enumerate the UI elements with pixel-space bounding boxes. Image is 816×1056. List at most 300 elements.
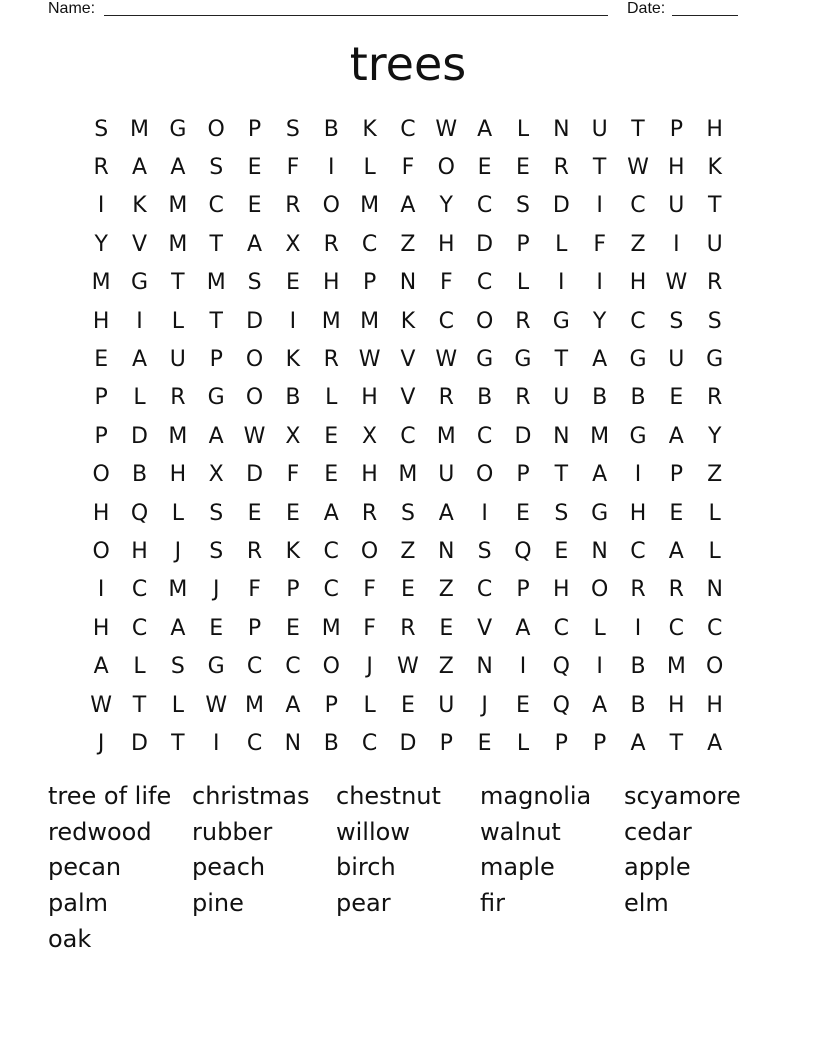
grid-row	[82, 494, 734, 532]
grid-letter: F	[248, 577, 261, 603]
grid-letter: A	[630, 730, 646, 756]
grid-letter: C	[323, 538, 339, 564]
grid-letter: T	[209, 231, 223, 257]
grid-letter: A	[170, 155, 186, 181]
grid-letter: C	[630, 193, 646, 219]
grid-letter: S	[94, 116, 109, 142]
grid-letter: O	[590, 577, 609, 603]
word-bank-item: pear	[336, 889, 391, 918]
grid-letter: T	[132, 692, 147, 718]
grid-letter: J	[174, 538, 182, 564]
grid-letter: R	[323, 347, 339, 373]
grid-letter: E	[324, 462, 339, 488]
grid-letter: E	[285, 615, 300, 641]
grid-letter: R	[285, 193, 301, 219]
grid-letter: A	[323, 500, 339, 526]
grid-letter: Y	[592, 308, 607, 334]
grid-row	[82, 148, 734, 186]
grid-letter: D	[552, 193, 570, 219]
grid-letter: C	[131, 577, 148, 603]
grid-letter: H	[92, 308, 110, 334]
grid-letter: M	[321, 308, 341, 334]
grid-letter: V	[400, 385, 416, 411]
word-bank-item: willow	[336, 817, 410, 846]
grid-letter: H	[553, 577, 570, 603]
grid-letter: L	[555, 231, 568, 257]
grid-letter: S	[247, 270, 262, 296]
grid-letter: K	[285, 538, 301, 564]
grid-letter: S	[400, 500, 415, 526]
grid-letter: I	[596, 193, 603, 219]
grid-letter: T	[631, 116, 645, 142]
grid-letter: E	[247, 155, 262, 181]
grid-letter: O	[322, 193, 340, 219]
grid-letter: C	[668, 615, 685, 641]
grid-letter: H	[706, 692, 723, 718]
word-bank-item: palm	[48, 889, 108, 918]
grid-letter: C	[246, 654, 263, 680]
grid-letter: D	[131, 730, 148, 756]
grid-letter: B	[323, 116, 339, 142]
grid-letter: P	[362, 270, 377, 296]
grid-letter: U	[553, 385, 570, 411]
grid-letter: W	[205, 692, 228, 718]
grid-letter: C	[476, 577, 493, 603]
grid-letter: S	[515, 193, 530, 219]
grid-letter: C	[285, 654, 301, 680]
grid-letter: A	[247, 231, 263, 257]
grid-letter: A	[131, 347, 148, 373]
page-title: trees	[349, 37, 467, 91]
grid-letter: H	[131, 538, 148, 564]
grid-letter: S	[707, 308, 722, 334]
grid-letter: M	[590, 423, 610, 449]
grid-letter: R	[515, 308, 531, 334]
grid-letter: P	[209, 347, 223, 373]
grid-letter: R	[553, 155, 569, 181]
grid-letter: E	[477, 730, 492, 756]
grid-letter: C	[400, 423, 416, 449]
word-bank-item: pine	[192, 889, 244, 918]
grid-row	[82, 379, 734, 417]
grid-letter: M	[360, 193, 380, 219]
grid-letter: R	[93, 155, 109, 181]
grid-letter: R	[630, 577, 646, 603]
grid-letter: R	[246, 538, 263, 564]
grid-letter: G	[207, 385, 225, 411]
date-label: Date:	[627, 0, 666, 17]
grid-letter: L	[708, 500, 721, 526]
word-bank-item: fir	[480, 889, 505, 918]
grid-letter: C	[208, 193, 224, 219]
grid-letter: H	[668, 692, 685, 718]
word-bank-item: redwood	[48, 817, 152, 846]
grid-letter: D	[399, 730, 417, 756]
grid-letter: B	[131, 462, 148, 488]
grid-letter: D	[246, 462, 264, 488]
grid-letter: K	[132, 193, 147, 219]
grid-letter: W	[665, 270, 688, 296]
grid-letter: X	[208, 462, 224, 488]
grid-letter: M	[168, 231, 188, 257]
grid-letter: H	[92, 500, 110, 526]
grid-letter: M	[168, 423, 188, 449]
grid-letter: Z	[630, 231, 646, 257]
grid-letter: H	[361, 462, 378, 488]
grid-letter: I	[289, 308, 297, 334]
grid-letter: W	[397, 654, 419, 680]
grid-letter: H	[629, 270, 647, 296]
grid-letter: E	[247, 500, 262, 526]
grid-letter: P	[516, 577, 530, 603]
grid-letter: B	[285, 385, 301, 411]
grid-letter: K	[707, 155, 722, 181]
grid-letter: U	[438, 692, 455, 718]
word-bank-item: magnolia	[480, 782, 592, 810]
grid-letter: D	[246, 308, 264, 334]
grid-letter: I	[327, 155, 335, 181]
grid-letter: U	[438, 462, 455, 488]
grid-letter: N	[476, 654, 493, 680]
grid-letter: G	[514, 347, 532, 373]
grid-letter: J	[366, 654, 373, 680]
grid-letter: C	[476, 423, 493, 449]
grid-letter: H	[629, 500, 647, 526]
grid-letter: A	[208, 423, 224, 449]
grid-letter: T	[592, 155, 607, 181]
grid-letter: O	[437, 155, 455, 181]
grid-letter: T	[171, 270, 185, 296]
grid-letter: T	[171, 730, 185, 756]
grid-letter: T	[554, 347, 569, 373]
grid-letter: S	[209, 155, 224, 181]
grid-letter: U	[591, 116, 608, 142]
grid-letter: O	[475, 462, 494, 488]
grid-letter: G	[629, 423, 647, 449]
grid-letter: G	[207, 654, 225, 680]
grid-letter: R	[361, 500, 378, 526]
grid-letter: C	[630, 538, 646, 564]
grid-letter: N	[438, 538, 455, 564]
grid-letter: A	[285, 692, 301, 718]
grid-letter: N	[706, 577, 723, 603]
grid-letter: H	[437, 231, 455, 257]
grid-letter: I	[596, 654, 603, 680]
grid-letter: M	[91, 270, 111, 296]
grid-letter: C	[400, 116, 416, 142]
name-label: Name:	[48, 0, 96, 17]
word-bank-item: scyamore	[624, 782, 741, 810]
grid-letter: T	[669, 730, 684, 756]
grid-letter: E	[400, 577, 415, 603]
grid-letter: H	[169, 462, 187, 488]
grid-letter: N	[591, 538, 608, 564]
word-bank	[48, 778, 768, 956]
grid-letter: F	[363, 577, 376, 603]
grid-letter: B	[592, 385, 608, 411]
grid-letter: L	[133, 654, 146, 680]
grid-letter: C	[553, 615, 569, 641]
grid-letter: C	[131, 615, 148, 641]
grid-letter: E	[554, 538, 569, 564]
grid-letter: P	[516, 462, 530, 488]
grid-letter: O	[92, 462, 110, 488]
grid-row	[82, 187, 734, 225]
date-field[interactable]	[672, 0, 738, 16]
grid-letter: O	[245, 385, 264, 411]
grid-letter: W	[435, 116, 458, 142]
grid-letter: A	[668, 538, 684, 564]
grid-letter: I	[212, 730, 220, 756]
grid-letter: O	[92, 538, 110, 564]
grid-letter: I	[519, 654, 527, 680]
grid-letter: Y	[439, 193, 453, 219]
grid-letter: P	[286, 577, 300, 603]
grid-letter: W	[358, 347, 381, 373]
grid-letter: M	[206, 270, 226, 296]
grid-letter: S	[209, 538, 224, 564]
word-bank-item: peach	[192, 853, 266, 882]
grid-letter: I	[558, 270, 565, 296]
grid-letter: K	[362, 116, 377, 142]
grid-letter: B	[630, 385, 646, 411]
grid-letter: X	[362, 423, 378, 449]
name-date-header	[48, 0, 748, 20]
grid-letter: N	[553, 116, 570, 142]
grid-letter: P	[593, 730, 607, 756]
grid-letter: T	[209, 308, 223, 334]
grid-letter: L	[363, 692, 376, 718]
grid-row	[82, 456, 734, 494]
grid-row	[82, 264, 734, 302]
grid-letter: I	[136, 308, 143, 334]
grid-letter: R	[400, 615, 416, 641]
grid-row	[82, 686, 734, 724]
grid-letter: P	[554, 730, 568, 756]
grid-letter: N	[399, 270, 417, 296]
grid-letter: G	[130, 270, 149, 296]
grid-letter: R	[668, 577, 684, 603]
grid-letter: P	[669, 116, 683, 142]
grid-letter: J	[212, 577, 220, 603]
grid-letter: A	[515, 615, 531, 641]
grid-letter: E	[324, 423, 339, 449]
grid-letter: D	[514, 423, 532, 449]
grid-letter: P	[247, 116, 262, 142]
grid-letter: P	[324, 692, 338, 718]
grid-letter: E	[209, 615, 224, 641]
grid-letter: G	[169, 116, 187, 142]
grid-letter: J	[97, 730, 105, 756]
grid-letter: F	[286, 462, 300, 488]
grid-letter: I	[596, 270, 603, 296]
grid-letter: R	[515, 385, 531, 411]
grid-letter: Q	[552, 654, 570, 680]
grid-letter: S	[170, 654, 185, 680]
grid-letter: M	[321, 615, 341, 641]
grid-letter: L	[516, 730, 530, 756]
grid-letter: W	[243, 423, 266, 449]
grid-letter: R	[438, 385, 454, 411]
grid-letter: I	[634, 615, 642, 641]
grid-letter: U	[668, 193, 685, 219]
grid-letter: O	[245, 347, 264, 373]
grid-letter: M	[168, 193, 188, 219]
grid-letter: P	[516, 231, 530, 257]
grid-letter: A	[668, 423, 684, 449]
grid-letter: G	[591, 500, 609, 526]
grid-letter: C	[323, 577, 339, 603]
grid-letter: S	[554, 500, 569, 526]
grid-letter: E	[669, 385, 684, 411]
grid-letter: R	[707, 270, 723, 296]
grid-row	[82, 225, 734, 263]
grid-letter: M	[168, 577, 188, 603]
grid-letter: S	[209, 500, 224, 526]
grid-row	[82, 532, 734, 570]
grid-letter: L	[133, 385, 146, 411]
grid-letter: C	[630, 308, 646, 334]
grid-letter: G	[552, 308, 570, 334]
grid-letter: Z	[438, 577, 454, 603]
grid-letter: K	[400, 308, 416, 334]
grid-row	[82, 340, 734, 378]
grid-letter: M	[398, 462, 418, 488]
grid-letter: L	[516, 270, 530, 296]
letter-grid	[82, 110, 734, 763]
grid-letter: C	[438, 308, 454, 334]
grid-letter: E	[477, 155, 492, 181]
word-bank-item: maple	[480, 853, 555, 882]
grid-letter: L	[171, 500, 184, 526]
grid-letter: H	[361, 385, 378, 411]
grid-letter: H	[322, 270, 340, 296]
grid-letter: Q	[552, 692, 570, 718]
grid-letter: H	[668, 155, 685, 181]
grid-letter: S	[285, 116, 300, 142]
grid-letter: F	[439, 270, 453, 296]
grid-letter: P	[669, 462, 683, 488]
grid-letter: C	[476, 270, 493, 296]
grid-letter: M	[666, 654, 686, 680]
grid-letter: O	[322, 654, 340, 680]
grid-letter: U	[169, 347, 186, 373]
grid-letter: H	[706, 116, 723, 142]
word-bank-item: tree of life	[48, 782, 172, 810]
grid-letter: E	[285, 500, 300, 526]
grid-letter: A	[170, 615, 186, 641]
grid-row	[82, 417, 734, 455]
grid-letter: A	[400, 193, 416, 219]
word-bank-item: walnut	[480, 817, 561, 846]
grid-letter: Q	[130, 500, 149, 526]
grid-letter: I	[673, 231, 680, 257]
grid-letter: X	[285, 231, 301, 257]
grid-letter: S	[669, 308, 684, 334]
grid-letter: F	[401, 155, 415, 181]
grid-letter: M	[360, 308, 380, 334]
grid-letter: A	[131, 155, 148, 181]
grid-letter: K	[285, 347, 301, 373]
grid-row	[82, 724, 734, 762]
grid-letter: O	[207, 116, 225, 142]
grid-letter: O	[360, 538, 379, 564]
grid-letter: R	[323, 231, 339, 257]
grid-letter: Z	[707, 462, 723, 488]
grid-letter: F	[363, 615, 376, 641]
word-bank-item: pecan	[48, 853, 122, 882]
name-field[interactable]	[104, 0, 608, 16]
grid-letter: M	[245, 692, 265, 718]
grid-letter: E	[516, 500, 530, 526]
grid-letter: C	[476, 193, 493, 219]
grid-letter: A	[592, 462, 608, 488]
grid-letter: E	[94, 347, 109, 373]
grid-letter: C	[246, 730, 263, 756]
grid-row	[82, 571, 734, 609]
grid-letter: E	[247, 193, 262, 219]
grid-letter: H	[92, 615, 110, 641]
grid-letter: V	[131, 231, 148, 257]
grid-letter: A	[592, 347, 608, 373]
grid-letter: B	[630, 654, 646, 680]
grid-letter: G	[476, 347, 494, 373]
word-bank-item: birch	[336, 853, 396, 882]
grid-letter: L	[516, 116, 530, 142]
grid-letter: N	[553, 423, 570, 449]
word-bank-item: chestnut	[336, 782, 441, 810]
grid-row	[82, 647, 734, 685]
grid-letter: W	[627, 155, 649, 181]
grid-letter: N	[284, 730, 302, 756]
word-bank-item: apple	[624, 853, 691, 882]
grid-letter: U	[668, 347, 685, 373]
grid-letter: I	[634, 462, 642, 488]
grid-letter: L	[363, 155, 376, 181]
grid-letter: C	[361, 730, 378, 756]
grid-letter: D	[131, 423, 148, 449]
grid-letter: L	[708, 538, 721, 564]
grid-letter: A	[477, 116, 493, 142]
grid-letter: I	[97, 577, 105, 603]
grid-row	[82, 302, 734, 340]
grid-letter: E	[439, 615, 454, 641]
grid-row	[82, 609, 734, 647]
grid-letter: L	[593, 615, 606, 641]
grid-letter: A	[438, 500, 454, 526]
word-bank-item: cedar	[624, 817, 692, 846]
grid-letter: F	[286, 155, 300, 181]
grid-letter: Q	[514, 538, 532, 564]
grid-letter: E	[669, 500, 684, 526]
grid-letter: O	[475, 308, 494, 334]
grid-letter: F	[593, 231, 606, 257]
grid-letter: J	[481, 692, 488, 718]
grid-letter: T	[707, 193, 722, 219]
grid-letter: B	[323, 730, 339, 756]
grid-letter: L	[171, 308, 184, 334]
grid-letter: D	[476, 231, 494, 257]
grid-row	[82, 110, 734, 148]
grid-letter: R	[707, 385, 723, 411]
grid-letter: S	[477, 538, 492, 564]
grid-letter: A	[592, 692, 608, 718]
grid-letter: G	[629, 347, 647, 373]
grid-letter: B	[477, 385, 493, 411]
grid-letter: C	[361, 231, 378, 257]
grid-letter: B	[630, 692, 646, 718]
grid-letter: W	[90, 692, 113, 718]
